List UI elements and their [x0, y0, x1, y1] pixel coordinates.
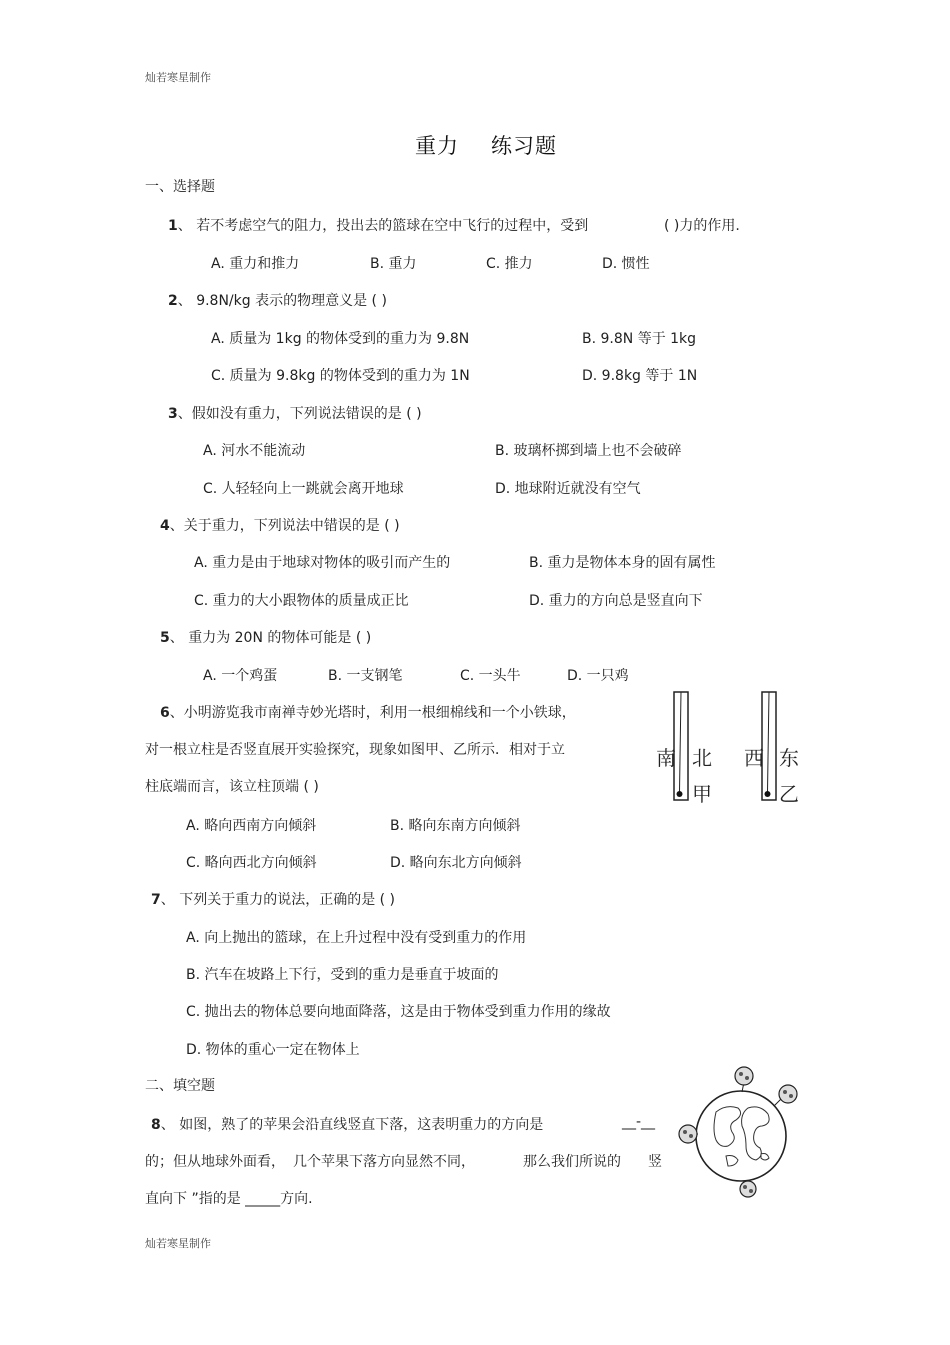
- fig-label-west: 西: [744, 746, 764, 770]
- question-number: 1: [168, 218, 178, 234]
- option-d: D. 地球附近就没有空气: [495, 481, 641, 497]
- option-b: B. 9.8N 等于 1kg: [582, 331, 697, 347]
- question-text-line-2: 对一根立柱是否竖直展开实验探究，现象如图甲、乙所示．相对于立: [145, 742, 565, 758]
- question-text-line-1: 、小明游览我市南禅寺妙光塔时，利用一根细棉线和一个小铁球，: [169, 705, 576, 721]
- question-text: 、 若不考虑空气的阻力，投出去的篮球在空中飞行的过程中，受到: [177, 218, 589, 234]
- question-4: [160, 515, 400, 535]
- title-sub: 练习题: [491, 134, 557, 158]
- title-main: 重力: [415, 134, 459, 158]
- question-text: 、 下列关于重力的说法，正确的是 ( ): [160, 892, 396, 908]
- option-b: B. 略向东南方向倾斜: [390, 818, 521, 834]
- question-5: [160, 627, 371, 647]
- earth-globe: [696, 1091, 786, 1181]
- option-d: D. 重力的方向总是竖直向下: [529, 593, 703, 609]
- option-c: C. 推力: [486, 256, 533, 272]
- question-number: 2: [168, 293, 178, 309]
- option-c: C. 质量为 9.8kg 的物体受到的重力为 1N: [211, 368, 470, 384]
- option-c: C. 抛出去的物体总要向地面降落，这是由于物体受到重力作用的缘故: [186, 1004, 611, 1020]
- question-3: [168, 403, 422, 423]
- option-a: A. 质量为 1kg 的物体受到的重力为 9.8N: [211, 331, 470, 347]
- question-1: [168, 215, 588, 235]
- question-8: [151, 1114, 543, 1134]
- option-d: D. 略向东北方向倾斜: [390, 855, 522, 871]
- question-text-line-2c: 那么我们所说的: [523, 1154, 621, 1170]
- fig-caption-a: 甲: [692, 782, 712, 806]
- question-number: 6: [160, 705, 170, 721]
- apple-right: [774, 1085, 797, 1106]
- question-text-line-2d: 竖: [648, 1154, 662, 1170]
- option-b: B. 汽车在坡路上下行，受到的重力是垂直于坡面的: [186, 967, 499, 983]
- fig-label-south: 南: [656, 746, 676, 770]
- option-d: D. 一只鸡: [567, 668, 629, 684]
- question-7: [151, 889, 395, 909]
- section-title-fill: 二、填空题: [145, 1078, 215, 1094]
- option-a: A. 一个鸡蛋: [203, 668, 278, 684]
- question-text-line-2b: 几个苹果下落方向显然不同，: [293, 1154, 475, 1170]
- pillar-a: [674, 692, 688, 800]
- question-number: 3: [168, 406, 178, 422]
- page-footer: 灿若寒星制作: [145, 1237, 211, 1250]
- option-b: B. 重力: [370, 256, 417, 272]
- question-text: 、关于重力，下列说法中错误的是 ( ): [169, 518, 400, 534]
- question-number: 7: [151, 892, 161, 908]
- section-title-choice: 一、选择题: [145, 179, 215, 195]
- option-d: D. 惯性: [602, 256, 650, 272]
- option-c: C. 人轻轻向上一跳就会离开地球: [203, 481, 404, 497]
- question-2: [168, 290, 387, 310]
- fig-label-north: 北: [692, 746, 712, 770]
- option-a: A. 重力和推力: [211, 256, 300, 272]
- fig-caption-b: 乙: [779, 782, 799, 806]
- question-text-line-2a: 的；但从地球外面看，: [145, 1154, 285, 1170]
- question-text: 、 重力为 20N 的物体可能是 ( ): [169, 630, 372, 646]
- question-1-paren: ( )力的作用.: [664, 218, 740, 234]
- question-text: 、 9.8N/kg 表示的物理意义是 ( ): [177, 293, 387, 309]
- apple-top: [735, 1067, 753, 1092]
- option-c: C. 重力的大小跟物体的质量成正比: [194, 593, 409, 609]
- question-text-line-3: 柱底端而言，该立柱顶端 ( ): [145, 779, 319, 795]
- question-number: 4: [160, 518, 170, 534]
- page-header: 灿若寒星制作: [145, 71, 211, 84]
- question-number: 5: [160, 630, 170, 646]
- question-6: [160, 702, 576, 722]
- question-text-line-1: 、 如图，熟了的苹果会沿直线竖直下落，这表明重力的方向是: [160, 1117, 544, 1133]
- option-a: A. 略向西南方向倾斜: [186, 818, 317, 834]
- question-text-line-3: 直向下 ”指的是 _____方向.: [145, 1191, 313, 1207]
- option-b: B. 玻璃杯掷到墙上也不会破碎: [495, 443, 682, 459]
- page-title: [415, 130, 557, 160]
- option-b: B. 重力是物体本身的固有属性: [529, 555, 716, 571]
- fig-label-east: 东: [779, 746, 799, 770]
- apple-left: [679, 1125, 698, 1143]
- earth-apples-figure: [676, 1064, 806, 1200]
- pillar-b: [762, 692, 776, 800]
- option-a: A. 重力是由于地球对物体的吸引而产生的: [194, 555, 451, 571]
- answer-blank: __-__: [622, 1114, 656, 1130]
- option-a: A. 河水不能流动: [203, 443, 306, 459]
- option-c: C. 略向西北方向倾斜: [186, 855, 317, 871]
- option-b: B. 一支钢笔: [328, 668, 403, 684]
- option-c: C. 一头牛: [460, 668, 521, 684]
- question-number: 8: [151, 1117, 161, 1133]
- option-a: A. 向上抛出的篮球，在上升过程中没有受到重力的作用: [186, 930, 527, 946]
- question-text: 、假如没有重力，下列说法错误的是 ( ): [177, 406, 422, 422]
- apple-bottom: [740, 1181, 756, 1197]
- option-d: D. 9.8kg 等于 1N: [582, 368, 698, 384]
- option-d: D. 物体的重心一定在物体上: [186, 1042, 360, 1058]
